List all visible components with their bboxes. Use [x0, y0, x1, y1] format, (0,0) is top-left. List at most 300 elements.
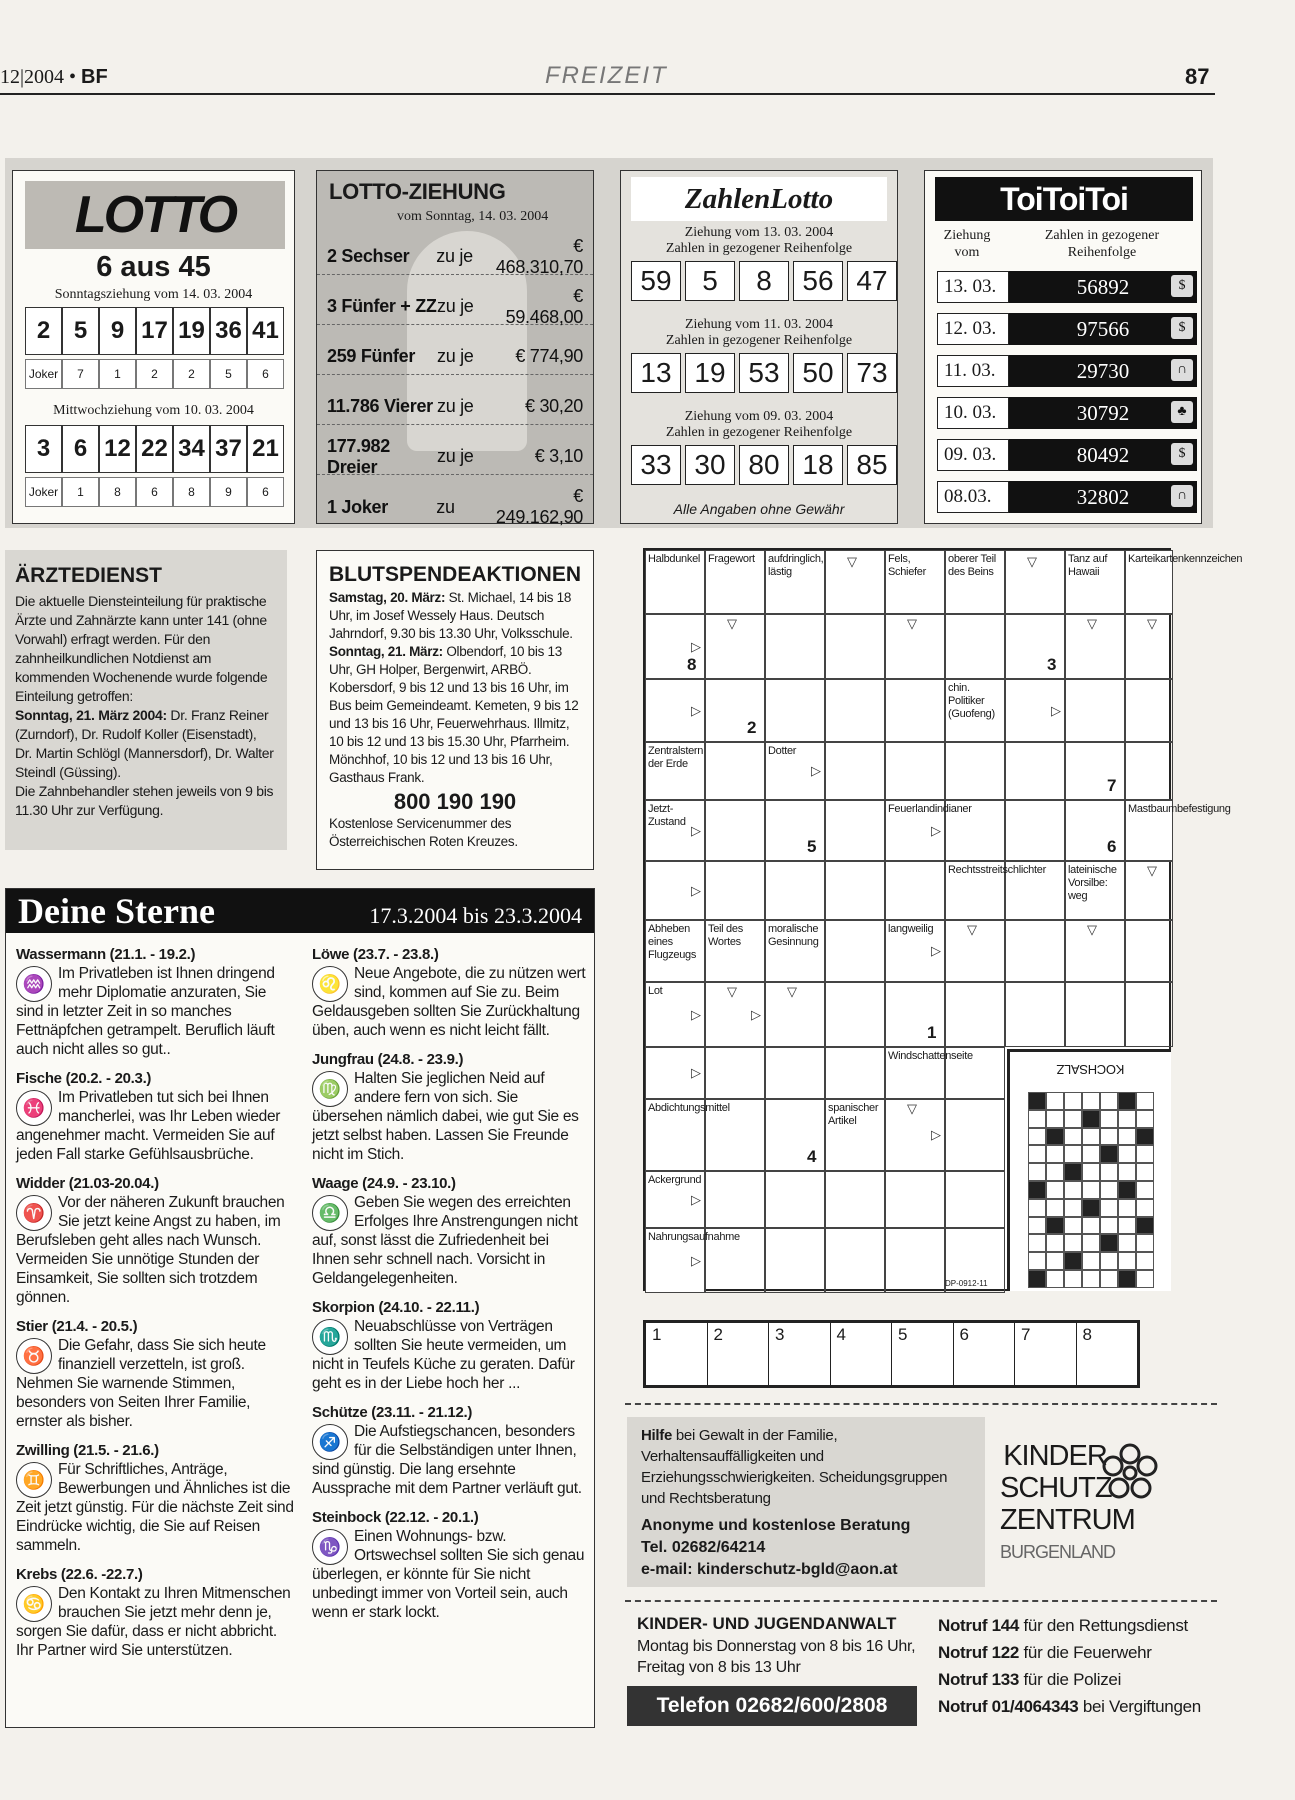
- horoscope-entry: [16, 1174, 296, 1307]
- solution-inset-cell: [1046, 1270, 1064, 1288]
- prize-row: [317, 435, 593, 477]
- gemini-icon: ♊: [16, 1462, 52, 1498]
- solution-inset-cell: [1100, 1252, 1118, 1270]
- toitoitoi-col-numbers: Zahlen in gezogener Reihenfolge: [1044, 228, 1160, 260]
- solution-inset-cell: [1118, 1128, 1136, 1146]
- joker-digit: 8: [99, 477, 136, 507]
- arrow-right-icon: ▷: [691, 702, 701, 718]
- crossword-cell[interactable]: [885, 742, 945, 800]
- solution-inset-cell: [1028, 1234, 1046, 1252]
- joker-digit: 9: [210, 477, 247, 507]
- toitoitoi-number: 97566: [1076, 316, 1130, 341]
- blutspende-sunday-date: Sonntag, 21. März:: [329, 644, 443, 659]
- crossword-clue: chin. Politiker (Guofeng): [945, 679, 1005, 742]
- lotto-number: 36: [210, 307, 247, 355]
- crossword-cell[interactable]: [825, 920, 885, 982]
- aries-icon: ♈: [16, 1195, 52, 1231]
- horoscope-entry: [16, 1317, 296, 1431]
- prize-amount: € 3,10: [534, 446, 583, 466]
- toitoitoi-row: [937, 355, 1197, 387]
- lotto-number: 6: [62, 425, 99, 473]
- draw-number: 73: [847, 353, 897, 393]
- crossword-clue: Jetzt-Zustand: [645, 800, 705, 861]
- prize-row: [317, 285, 593, 327]
- solution-inset-cell: [1064, 1217, 1082, 1235]
- blutspende-saturday: [329, 589, 581, 643]
- horoscope-text: Die Gefahr, dass Sie sich heute finanziell verzetteln, ist groß. Nehmen Sie warnende Stimmen, besonders von Seiten Ihrer Familie, ernster als bisher.: [16, 1337, 266, 1430]
- solution-inset-cell: [1046, 1092, 1064, 1110]
- crossword-cell[interactable]: [1005, 982, 1065, 1047]
- draw-number: 47: [847, 261, 897, 301]
- crossword-cell[interactable]: [765, 1228, 825, 1293]
- crossword-cell[interactable]: [825, 861, 885, 920]
- prize-rank: 2 Sechser: [327, 246, 410, 266]
- arrow-right-icon: ▷: [691, 822, 701, 838]
- blutspende-phone: 800 190 190: [393, 789, 517, 814]
- kinderschutz-logo: [1000, 1440, 1135, 1568]
- solution-slot[interactable]: 3: [769, 1323, 831, 1385]
- horoscope-sign: Fische (20.2. - 20.3.): [16, 1070, 152, 1087]
- crossword-clue: Windschattenseite: [885, 1047, 945, 1099]
- crossword-cell[interactable]: [1125, 742, 1173, 800]
- solution-inset-cell: [1082, 1199, 1100, 1217]
- draw-numbers: [631, 445, 897, 485]
- kinderschutz-hilfe: [641, 1425, 971, 1509]
- horoscope-text: Neue Angebote, die zu nützen wert sind, kommen auf Sie zu. Beim Geldausgeben sollten Sie Zurückhaltung üben, auch wenn es nicht leicht fällt.: [312, 965, 586, 1039]
- crossword-clue: Lot: [645, 982, 705, 1047]
- blutspende-saturday-text: St. Michael, 14 bis 18 Uhr, im Josef Wessely Haus. Deutsch Jahrndorf, 9.30 bis 13.30 Uhr, Volksschule.: [329, 590, 573, 641]
- lotto-subtitle: 6 aus 45: [96, 251, 211, 283]
- lotto-number: 37: [210, 425, 247, 473]
- crossword-cell[interactable]: [825, 614, 885, 679]
- aerztedienst-intro: Die aktuelle Diensteinteilung für praktische Ärzte und Zahnärzte kann unter 141 (ohne Vorwahl) erfragt werden. Für den zahnheilkundlichen Notdienst am kommenden Wochenende wurde folgende Einteilung getroffen:: [15, 593, 268, 704]
- crossword-clue: Halbdunkel: [645, 550, 705, 614]
- horoscope-text: Geben Sie wegen des erreichten Erfolges Ihre Anstrengungen nicht auf, sonst lässt die Zufriedenheit bei Ihnen sehr schnell nach. Vorsicht in Geldangelegenheiten.: [312, 1194, 578, 1287]
- prize-rank: 11.786 Vierer: [327, 396, 433, 416]
- prize-per: zu: [436, 496, 455, 517]
- crossword-cell[interactable]: [945, 982, 1005, 1047]
- crossword-cell[interactable]: [765, 861, 825, 920]
- toitoitoi-row: [937, 397, 1197, 429]
- solution-inset-cell: [1046, 1234, 1064, 1252]
- zahlenlotto-logo: [631, 177, 887, 221]
- cancer-icon: ♋: [16, 1586, 52, 1622]
- solution-label: KOCHSALZ: [1056, 1062, 1125, 1077]
- solution-inset-cell: [1064, 1234, 1082, 1252]
- solution-slot[interactable]: 5: [892, 1323, 954, 1385]
- arrow-right-icon: ▷: [691, 1065, 701, 1080]
- solution-inset-cell: [1028, 1128, 1046, 1146]
- toitoitoi-row: [937, 439, 1197, 471]
- solution-inset-cell: [1064, 1181, 1082, 1199]
- crossword-cell[interactable]: [945, 614, 1005, 679]
- toitoitoi-logo-text: ToiToiToi: [1000, 180, 1128, 217]
- solution-inset-cell: [1064, 1128, 1082, 1146]
- crossword-cell[interactable]: [945, 742, 1005, 800]
- horoscope-text: Die Aufstiegschancen, besonders für die Selbständigen unter Ihnen, sind günstig. Die lang ersehnte Aussprache mit dem Partner verläuft gut.: [312, 1423, 582, 1497]
- solution-inset-cell: [1028, 1145, 1046, 1163]
- toitoitoi-row: [937, 481, 1197, 513]
- blutspende-footer: Kostenlose Servicenummer des Österreichischen Roten Kreuzes.: [329, 816, 518, 849]
- crossword-cell[interactable]: [705, 1171, 765, 1228]
- solution-inset-cell: [1118, 1181, 1136, 1199]
- horoscope-box: [5, 888, 595, 1728]
- solution-inset-cell: [1046, 1199, 1064, 1217]
- toitoitoi-date: 10. 03.: [937, 397, 1009, 429]
- prize-amount: € 30,20: [525, 396, 583, 416]
- crossword-cell[interactable]: [705, 861, 765, 920]
- crossword-number: 8: [687, 655, 697, 674]
- solution-inset-cell: [1064, 1145, 1082, 1163]
- header-issue: 12|2004 • BF: [0, 66, 108, 88]
- dashed-divider-1: [625, 1403, 1217, 1405]
- notruf-number: Notruf 122: [938, 1643, 1020, 1662]
- crossword-cell[interactable]: [1125, 920, 1173, 982]
- solution-inset-cell: [1082, 1270, 1100, 1288]
- crossword-clue: lateinische Vorsilbe: weg: [1065, 861, 1125, 920]
- horoscope-left-column: [16, 945, 296, 1670]
- lotto-number: 41: [247, 307, 284, 355]
- moneybag-icon: $: [1171, 443, 1193, 465]
- horoscope-entry: [312, 1403, 587, 1498]
- horoscope-sign: Widder (21.03-20.04.): [16, 1175, 159, 1192]
- aerztedienst-doctors: Dr. Franz Reiner (Zurndorf), Dr. Rudolf Koller (Eisenstadt), Dr. Martin Schlögl (Mannersdorf), Dr. Walter Steindl (Güssing).: [15, 707, 274, 780]
- joker-label: Joker: [25, 477, 62, 507]
- toitoitoi-box: [924, 170, 1202, 524]
- draw-numbers: [631, 353, 897, 393]
- prize-row: [317, 389, 593, 425]
- toitoitoi-number-cell: [1009, 355, 1197, 387]
- crossword-cell[interactable]: [765, 1171, 825, 1228]
- crossword-grid: [643, 548, 1243, 1291]
- prize-row: [317, 339, 593, 375]
- solution-slot[interactable]: 8: [1082, 1325, 1092, 1344]
- solution-inset-cell: [1028, 1163, 1046, 1181]
- solution-inset-cell: [1082, 1181, 1100, 1199]
- kinderschutz-hilfe-label: Hilfe: [641, 1427, 673, 1444]
- draw-number: 5: [685, 261, 735, 301]
- zahlenlotto-disclaimer: Alle Angaben ohne Gewähr: [673, 501, 845, 517]
- crossword-cell[interactable]: [885, 1228, 945, 1293]
- horoscope-text: Neuabschlüsse von Verträgen sollten Sie heute vermeiden, um nicht in Teufels Küche zu geraten. Dafür geht es in der Liebe hoch her ...: [312, 1318, 575, 1392]
- joker-digit: 7: [62, 359, 99, 389]
- crossword-clue: langweilig: [885, 920, 945, 982]
- draw-number: 53: [739, 353, 789, 393]
- arrow-right-icon: ▷: [931, 822, 941, 838]
- crossword-cell[interactable]: [765, 614, 825, 679]
- crossword-cell[interactable]: [825, 982, 885, 1047]
- horoscope-title: Deine Sterne: [18, 891, 215, 931]
- solution-inset-cell: [1118, 1217, 1136, 1235]
- notruf-text: für den Rettungsdienst: [1019, 1616, 1188, 1635]
- arrow-down-icon: ▽: [727, 984, 737, 999]
- arrow-down-icon: ▽: [1087, 616, 1097, 631]
- solution-slot[interactable]: 6: [954, 1323, 1016, 1385]
- crossword-cell[interactable]: [765, 679, 825, 742]
- lotto-ziehung-table: [317, 229, 593, 527]
- solution-slot[interactable]: 1: [646, 1323, 708, 1385]
- crossword-cell[interactable]: [1005, 742, 1065, 800]
- crossword-number: 1: [927, 1023, 937, 1042]
- leo-icon: ♌: [312, 966, 348, 1002]
- crossword-number: 4: [807, 1147, 817, 1166]
- clover-icon: ♣: [1171, 401, 1193, 423]
- solution-inset-cell: [1100, 1199, 1118, 1217]
- solution-slot[interactable]: 7: [1015, 1323, 1077, 1385]
- crossword-cell[interactable]: [1005, 920, 1065, 982]
- solution-inset-cell: [1046, 1128, 1064, 1146]
- draw-sub: Zahlen in gezogener Reihenfolge: [665, 241, 853, 256]
- horoscope-sign: Krebs (22.6. -22.7.): [16, 1566, 143, 1583]
- draw-sub: Zahlen in gezogener Reihenfolge: [665, 333, 853, 348]
- solution-inset-cell: [1082, 1128, 1100, 1146]
- sunday-draw-label: Sonntagsziehung vom 14. 03. 2004: [54, 287, 253, 302]
- solution-inset-cell: [1064, 1199, 1082, 1217]
- draw-numbers: [631, 261, 897, 301]
- kinderschutz-logo-line2: SCHUTZ: [1000, 1472, 1112, 1504]
- toitoitoi-number: 30792: [1076, 400, 1130, 425]
- arrow-right-icon: ▷: [691, 1191, 701, 1207]
- sunday-joker: [25, 359, 284, 389]
- crossword-clue: Ackergrund: [645, 1171, 705, 1228]
- solution-inset-cell: [1028, 1217, 1046, 1235]
- toitoitoi-number: 56892: [1076, 274, 1130, 299]
- draw-number: 13: [631, 353, 681, 393]
- joker-digit: 6: [136, 477, 173, 507]
- solution-inset-cell: [1082, 1217, 1100, 1235]
- solution-inset-cell: [1136, 1199, 1154, 1217]
- solution-inset-cell: [1082, 1252, 1100, 1270]
- zahlenlotto-logo-text: ZahlenLotto: [684, 182, 834, 215]
- crossword-clue: oberer Teil des Beins: [945, 550, 1005, 614]
- lotto-number: 2: [25, 307, 62, 355]
- horoscope-range: 17.3.2004 bis 23.3.2004: [369, 903, 582, 928]
- crossword-clue: Abdichtungsmittel: [645, 1099, 705, 1171]
- prize-row: [317, 235, 593, 277]
- arrow-right-icon: ▷: [691, 1252, 701, 1268]
- horoscope-entry: [16, 1565, 296, 1660]
- horoscope-sign: Stier (21.4. - 20.5.): [16, 1318, 138, 1335]
- horoscope-sign: Skorpion (24.10. - 22.11.): [312, 1299, 480, 1316]
- crossword-cell[interactable]: [885, 679, 945, 742]
- toitoitoi-date: 13. 03.: [937, 271, 1009, 303]
- crossword-number: 3: [1047, 655, 1057, 674]
- crossword-cell[interactable]: [825, 679, 885, 742]
- solution-inset-cell: [1064, 1110, 1082, 1128]
- notruf-item: [938, 1666, 1218, 1693]
- kja-title: KINDER- UND JUGENDANWALT: [637, 1614, 897, 1633]
- arrow-down-icon: ▽: [727, 616, 737, 631]
- joker-digit: 6: [247, 359, 284, 389]
- horoscope-entry: [16, 1441, 296, 1555]
- crossword-cell[interactable]: [1125, 982, 1173, 1047]
- crossword-code: DP-0912-11: [945, 1279, 988, 1288]
- solution-inset-grid: [1028, 1092, 1154, 1288]
- lotto-number: 17: [136, 307, 173, 355]
- sunday-numbers: [25, 307, 284, 355]
- kinderschutz-logo-line1: KINDER: [1003, 1440, 1107, 1472]
- notruf-number: Notruf 144: [938, 1616, 1020, 1635]
- joker-digit: 8: [173, 477, 210, 507]
- crossword-cell[interactable]: [825, 1228, 885, 1293]
- zahlenlotto-box: [620, 170, 898, 524]
- wednesday-draw-label: Mittwochziehung vom 10. 03. 2004: [53, 403, 254, 418]
- crossword-clue: Feuerlandindianer: [885, 800, 945, 861]
- solution-inset-cell: [1100, 1128, 1118, 1146]
- kinderschutz-logo-line3: ZENTRUM: [1000, 1504, 1135, 1536]
- crossword-cell[interactable]: [885, 861, 945, 920]
- prize-rank: 3 Fünfer + ZZ: [327, 296, 437, 316]
- lotto-ziehung-date: vom Sonntag, 14. 03. 2004: [397, 209, 549, 224]
- prize-per: zu je: [437, 296, 474, 316]
- toitoitoi-number-cell: [1009, 439, 1197, 471]
- solution-inset-cell: [1136, 1092, 1154, 1110]
- kinderschutz-phone: Tel. 02682/64214: [641, 1539, 766, 1556]
- crossword-cell[interactable]: [705, 1047, 765, 1099]
- solution-slot[interactable]: 2: [708, 1323, 770, 1385]
- crossword-cell[interactable]: [945, 1171, 1005, 1228]
- aerztedienst-title: ÄRZTEDIENST: [15, 564, 162, 587]
- toitoitoi-number-cell: [1009, 313, 1197, 345]
- blutspende-sunday-text: Olbendorf, 10 bis 13 Uhr, GH Holper, Bergenwirt, ARBÖ. Kobersdorf, 9 bis 12 und 13 bis 16 Uhr, im Bus beim Gemeindeamt. Kemeten, 9 bis 12 und 13 bis 16 Uhr, Feuerwehrhaus. Illmitz, 10 bis 12 und 13 bis 15.30 Uhr, Pfarrheim. Mönchhof, 10 bis 12 und 13 bis 16 Uhr, Gasthaus Frank.: [329, 644, 579, 785]
- solution-inset-cell: [1136, 1234, 1154, 1252]
- horoscope-sign: Wassermann (21.1. - 19.2.): [16, 946, 196, 963]
- lotto-logo-text: LOTTO: [74, 186, 236, 244]
- lotto-number: 9: [99, 307, 136, 355]
- solution-inset-cell: [1082, 1145, 1100, 1163]
- crossword-cell[interactable]: [825, 800, 885, 861]
- kja-phone: Telefon 02682/600/2808: [627, 1686, 917, 1726]
- crossword-cell[interactable]: [1005, 800, 1065, 861]
- solution-inset-cell: [1100, 1145, 1118, 1163]
- toitoitoi-date: 09. 03.: [937, 439, 1009, 471]
- crossword-cell[interactable]: [885, 1171, 945, 1228]
- joker-digit: 5: [210, 359, 247, 389]
- solution-inset-cell: [1046, 1252, 1064, 1270]
- toitoitoi-number-cell: [1009, 397, 1197, 429]
- toitoitoi-row: [937, 313, 1197, 345]
- arrow-right-icon: ▷: [931, 943, 941, 958]
- draw-label: Ziehung vom 13. 03. 2004: [684, 225, 834, 240]
- prize-per: zu je: [437, 446, 474, 466]
- solution-inset-cell: [1046, 1217, 1064, 1235]
- horoscope-entry: [312, 1298, 587, 1393]
- solution-inset-cell: [1118, 1110, 1136, 1128]
- arrow-down-icon: ▽: [847, 554, 857, 569]
- crossword-clue: Nahrungsaufnahme: [645, 1228, 705, 1293]
- horoscope-sign: Jungfrau (24.8. - 23.9.): [312, 1051, 464, 1068]
- kja-hours: Montag bis Donnerstag von 8 bis 16 Uhr, Freitag von 8 bis 13 Uhr: [637, 1638, 916, 1676]
- moneybag-icon: $: [1171, 317, 1193, 339]
- lotto-logo: [25, 181, 285, 249]
- crossword-cell[interactable]: [1125, 679, 1173, 742]
- horoscope-text: Im Privatleben ist Ihnen dringend mehr Diplomatie anzuraten, Sie sind in letzter Zeit in so manches Fettnäpfchen getrampelt. Beruflich läuft auch nicht alles so gut..: [16, 965, 275, 1058]
- aerztedienst-schedule: [15, 706, 277, 782]
- solution-inset-cell: [1118, 1270, 1136, 1288]
- horoscope-text: Halten Sie jeglichen Neid auf andere fern von sich. Sie übersehen nämlich dabei, wie gut Sie es jetzt selbst haben. Lassen Sie Freunde nicht im Stich.: [312, 1070, 579, 1163]
- crossword-clue: Tanz auf Hawaii: [1065, 550, 1125, 614]
- solution-inset-cell: [1082, 1092, 1100, 1110]
- kinderschutz-email[interactable]: e-mail: kinderschutz-bgld@aon.at: [641, 1561, 898, 1578]
- solution-inset-cell: [1028, 1092, 1046, 1110]
- draw-number: 18: [793, 445, 843, 485]
- libra-icon: ♎: [312, 1195, 348, 1231]
- crossword-cell[interactable]: [1065, 982, 1125, 1047]
- solution-inset-cell: [1136, 1217, 1154, 1235]
- draw-label: Ziehung vom 09. 03. 2004: [684, 409, 834, 424]
- wednesday-numbers: [25, 425, 284, 473]
- crossword-cell[interactable]: [945, 1099, 1005, 1171]
- solution-inset-cell: [1136, 1252, 1154, 1270]
- draw-number: 33: [631, 445, 681, 485]
- crossword-clue: Teil des Wortes: [705, 920, 765, 982]
- lotto-number: 21: [247, 425, 284, 473]
- horseshoe-icon: ∩: [1171, 359, 1193, 381]
- crossword-cell[interactable]: [825, 1047, 885, 1099]
- horoscope-text: Einen Wohnungs- bzw. Ortswechsel sollten Sie sich genau überlegen, er könnte für Sie nicht unbedingt immer von Vorteil sein, auch wenn er stark lockt.: [312, 1528, 585, 1621]
- solution-inset-cell: [1028, 1252, 1046, 1270]
- taurus-icon: ♉: [16, 1338, 52, 1374]
- toitoitoi-date: 11. 03.: [937, 355, 1009, 387]
- crossword-cell[interactable]: [765, 1047, 825, 1099]
- solution-slot[interactable]: 4: [831, 1323, 893, 1385]
- solution-inset-cell: [1100, 1217, 1118, 1235]
- notruf-number: Notruf 133: [938, 1670, 1020, 1689]
- capricorn-icon: ♑: [312, 1529, 348, 1565]
- crossword-cell[interactable]: [825, 1171, 885, 1228]
- horoscope-entry: [312, 1508, 587, 1622]
- aerztedienst-hours: Die Zahnbehandler stehen jeweils von 9 bis 11.30 Uhr zur Verfügung.: [15, 783, 274, 818]
- notruf-number: Notruf 01/4064343: [938, 1697, 1079, 1716]
- draw-number: 8: [739, 261, 789, 301]
- horoscope-entry: [16, 1069, 296, 1164]
- solution-inset-cell: [1046, 1181, 1064, 1199]
- notruf-text: für die Feuerwehr: [1019, 1643, 1152, 1662]
- horoscope-header: [6, 889, 594, 933]
- arrow-right-icon: ▷: [751, 1006, 761, 1022]
- crossword-cell[interactable]: [825, 742, 885, 800]
- solution-inset-cell: [1118, 1163, 1136, 1181]
- crossword-cell[interactable]: [705, 742, 765, 800]
- horoscope-sign: Löwe (23.7. - 23.8.): [312, 946, 439, 963]
- notruf-item: [938, 1693, 1218, 1720]
- horoscope-text: Vor der näheren Zukunft brauchen Sie jetzt keine Angst zu haben, im Berufsleben geht alles nach Wunsch. Vermeiden Sie unnötige Stunden der Einsamkeit, Sie sollten sich trotzdem gönnen.: [16, 1194, 285, 1306]
- horoscope-text: Für Schriftliches, Anträge, Bewerbungen und Ähnliches ist die Zeit jetzt günstig. Für die nächste Zeit sind Eindrücke wichtig, die Sie auf Reisen sammeln.: [16, 1461, 294, 1554]
- crossword-clue: spanischer Artikel: [825, 1099, 885, 1171]
- crossword-clue: Abheben eines Flugzeugs: [645, 920, 705, 982]
- solution-inset-cell: [1082, 1163, 1100, 1181]
- notruf-text: bei Vergiftungen: [1078, 1697, 1201, 1716]
- crossword-cell[interactable]: [1065, 679, 1125, 742]
- arrow-right-icon: ▷: [691, 1006, 701, 1022]
- flower-icon: [1100, 1442, 1160, 1508]
- solution-inset-cell: [1136, 1145, 1154, 1163]
- prize-amount: € 59.468,00: [505, 285, 583, 327]
- arrow-down-icon: ▽: [1087, 922, 1097, 937]
- crossword-number: 2: [747, 718, 757, 737]
- joker-label: Joker: [25, 359, 62, 389]
- solution-inset-cell: [1100, 1110, 1118, 1128]
- crossword-clue: Fragewort: [705, 550, 765, 614]
- solution-inset-cell: [1046, 1110, 1064, 1128]
- solution-inset-cell: [1064, 1092, 1082, 1110]
- solution-inset-cell: [1046, 1145, 1064, 1163]
- horoscope-text: Den Kontakt zu Ihren Mitmenschen brauchen Sie jetzt mehr denn je, sorgen Sie dafür, dass er nicht abbricht. Ihr Partner wird Sie unterstützen.: [16, 1585, 291, 1659]
- crossword-cell[interactable]: [705, 800, 765, 861]
- horoscope-sign: Zwilling (21.5. - 21.6.): [16, 1442, 159, 1459]
- solution-inset-cell: [1136, 1110, 1154, 1128]
- blutspende-saturday-date: Samstag, 20. März:: [329, 590, 446, 605]
